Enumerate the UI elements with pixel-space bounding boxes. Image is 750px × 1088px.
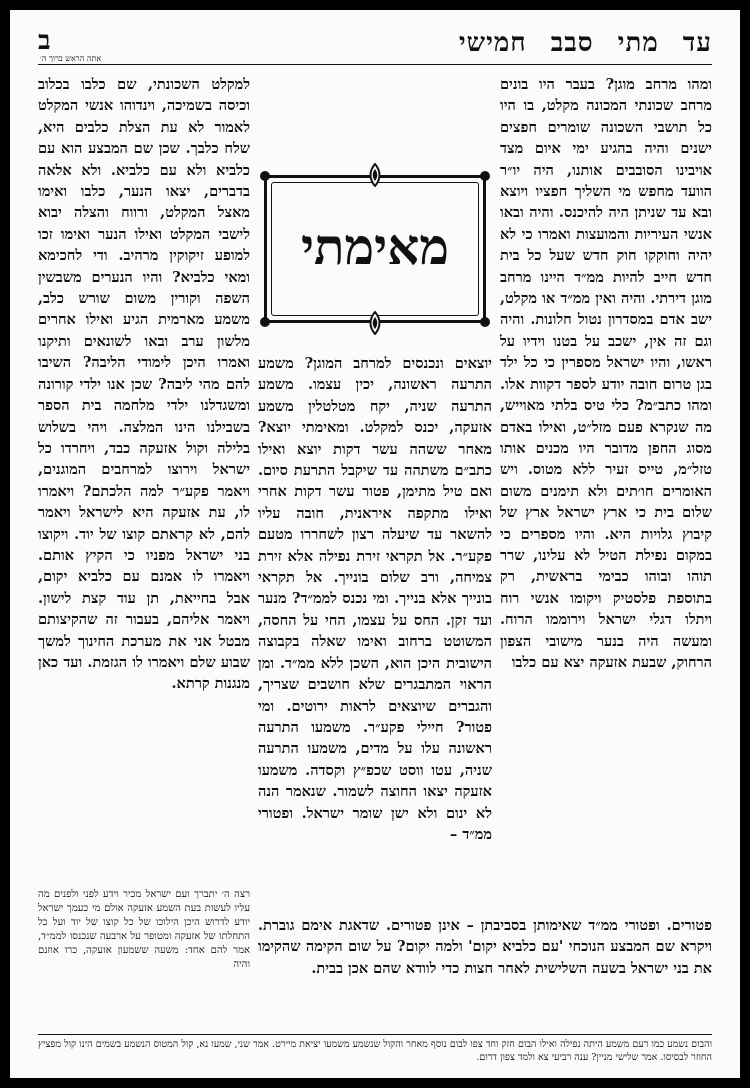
- ornament-corner-icon: [478, 315, 492, 329]
- running-title: עד מתי סבב חמישי: [458, 28, 712, 58]
- left-column-text: למקלט השכונתי, שם כלבו בכלוב וכיסה בשמיכה, וינדוהו אנשי המקלט לאמור לא עת הצלת כלבים היא, שלח כלבך. שכן שם המבצע הוא עם כלביא ולא עם כלביא. ולא אלאה בדברים, יצאו הנער, כלבו ואימו מאצל המקלט, ורווח והצלה יבוא לישבי המקלט ואילו הנער ואימו זכו למופע זיקוקין מרהיב. ודי לחכימא ומאי כלביא? והיו הנערים משבשין השפה וקורין משום שורש כלב, משמע מארמית הגיע ואילו אחרים מלשון ערב ובאו לשונאים ותיקנו ואמרו היכן לימודי הליבה? השיבו להם מהי ליבה? שכן אנו ילדי קורונה ומשגדלנו ילדי מלחמה בית הספר בשבילנו הינו המלצה. ויהי בשלוש בלילה וקול אזעקה כבד, ויחרדו כל ישראל וירוצו למרחבים המוגנים, ויאמר פקע״ר למה הלכתם? ויאמרו לו, עת אזעקה היא לישראל ויאמר להם, לא קראתם קוצו של יוד. ויקוצו בני ישראל מפניו כי הקיץ אותם. ויאמרו לו אמנם עם כלביא יקום, אבל בחייאת, תן עוד קצת לישון. ויאמר אליהם, בעבור זה שהקיצותם מבטל אני את מערכת החינוך למשך שבוע שלם ויאמרו לו הגזמת. ועד כאן מנגנות קרתא.: [38, 76, 250, 693]
- page-header: [38, 26, 712, 62]
- header-rule: [38, 64, 712, 65]
- center-column: [258, 353, 492, 845]
- left-column: [38, 74, 250, 695]
- title-frame: [264, 175, 486, 323]
- footnote-rule: [38, 1034, 712, 1035]
- ornament-corner-icon: [258, 169, 272, 183]
- page: [10, 10, 740, 1078]
- ornament-corner-icon: [478, 169, 492, 183]
- center-column-text: יוצאים ונכנסים למרחב המוגן? משמע התרעה ראשונה, יכין עצמו. משמע התרעה שניה, יקח מטלטלין משמע אזעקה, יכנס למקלט. ומאימתי יוצא? מאחר ששהה עשר דקות יוצא ואילו כתב״ם משתהה עד שיקבל התרעת סיום. ואם טיל מתימן, פטור עשר דקות אחרי ואילו מתקפה איראנית, חובה עליו להשאר עד שיעלה רצון לשחררו מטעם פקע״ר. אל תקראי זירת נפילה אלא זירת צמיחה, ורב שלום בונייך. אל תקראי בונייך אלא בנייך. ומי נכנס לממ״ד? מנער ועד זקן. החס על עצמו, החי על החסה, המשוטט ברחוב ואימו שאלה בקבוצה הישובית היכן הוא, השכן ללא ממ״ד. ומן הראוי המתבגרים שלא חושבים שצריך, והגברים שיוצאים לראות ירוטים. ומי פטור? חיילי פקע״ר. משמעו התרעה ראשונה עלו על מדים, משמעו התרעה שניה, עטו ווסט שכפ״ץ וקסדה. משמעו אזעקה יצאו החוצה לשמור. שנאמר הנה לא ינום ולא ישן שומר ישראל. ופטורי ממ״ד –: [258, 355, 492, 843]
- right-column: [500, 74, 712, 673]
- page-number: ב: [38, 26, 51, 56]
- side-footnote: [38, 888, 250, 972]
- bottom-band: [258, 915, 712, 979]
- side-footnote-text: רצה ה׳ יתברך ועם ישראל מכיר וידע לפני ולפנים מה עליו לעשות בעת השמע אזעקה אולם מי כעמך ישראל יודע לדרוש היכן הילוכו של כל קוצו של יוד ועל כל התחלתו של אזעקה ומטופר על ארבעה שנכנסו לממ״ד, אמר להם אחד: משעה ששמעון אזעקה, כרו אוזנם והיה: [38, 889, 250, 970]
- right-column-text: ומהו מרחב מוגן? בעבר היו בונים מרחב שכונתי המכונה מקלט, בו היו כל תושבי השכונה שומרים חפצים ישנים והיה בהגיע ימי איום מצד אויבינו הסובבים אותנו, היה יו״ר הוועד מחפש מי השליך חפציו ויוצא ובא עד שניתן היה להיכנס. והיה ובאו אנשי העיריות והמועצות ואמרו כי לא יהיה וחוקקו חוק חדש שעל כל בית חדש חייב להיות ממ״ד היינו מרחב מוגן דירתי. והיה ואין ממ״ד או מקלט, ישב אדם במסדרון נטול חלונות. והיה וגם זה אין, ישכב על בטנו וידיו על ראשו, והיו ישראל מספרין כי כל ילד בגן טרום חובה יודע לספר דקוות אלו. ומהו כתב״מ? כלי טיס בלתי מאוייש, מה שנקרא פעם מזל״ט, ואילו באדם מסוג החפן מדובר היו מכנים אותו טזל״מ, טייס זעיר ללא מטוס. ויש האומרים חו׳תים ולא תימנים משום שלום בית כי ארץ ישראל ארץ של קיבוץ גלויות היא. והיו מספרים כי במקום נפילת הטיל לא עלינו, שרר תוהו ובוהו כבימי בראשית, רק בתוספת פלסטיק ויקומו אנשי רוח ויתלו דגלי ישראל וירוממו הרוח. ומעשה היה בנער מישובי הצפון הרחוק, שבעת אזעקה יצא עם כלבו: [500, 76, 712, 671]
- corner-note: אתה הראש ברוך ה׳: [40, 54, 102, 63]
- ornament-bottom-icon: [359, 311, 391, 335]
- section-title: מאימתי: [300, 217, 450, 276]
- ornament-corner-icon: [258, 315, 272, 329]
- bottom-band-text: פטורים. ופטורי ממ״ד שאימותן בסביבתן – אינן פטורים. שדאגת אימם גוברת. ויקרא שם המבצע הנוכחי 'עם כלביא יקום' ולמה יקום? על שום הקימה שהקימו את בני ישראל בשעה השלישית לאחר חצות כדי לוודא שהם אכן בבית.: [258, 917, 712, 977]
- ornament-top-icon: [359, 163, 391, 187]
- bottom-footnotes: והבום נשמע כמו רעם משמע היתה נפילה ואילו הבום חזק וחד צפו לבום נוסף מאחר והקול שנשמע משמעו יציאת מיירט. אמר שני, שמעו נא, קול המטוס הנשמע בשמים הינו קול מפציץ החוזר לבסיסו. אמר שלישי מניין? ענה רביעי צא ולמד צפון דרום.: [38, 1039, 712, 1063]
